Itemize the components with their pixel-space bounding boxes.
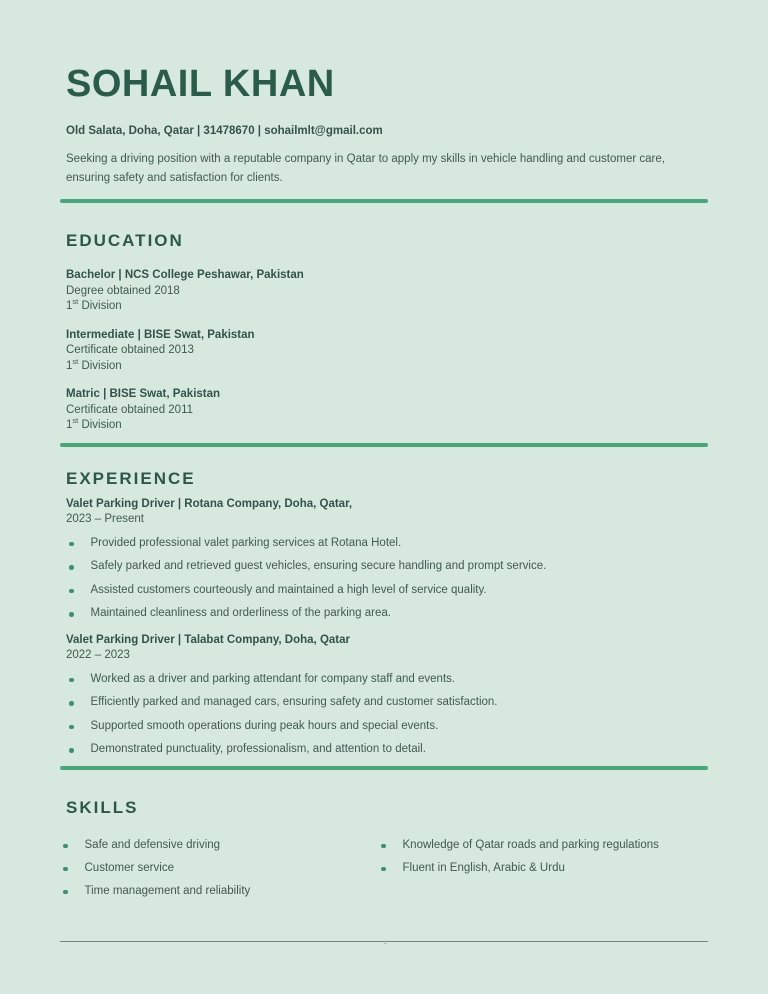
- education-entry-title: Matric | BISE Swat, Pakistan: [66, 388, 221, 400]
- list-item: [60, 838, 378, 854]
- section-divider: [60, 766, 708, 770]
- bullet-icon: [69, 565, 74, 570]
- education-entry-division: 1st Division: [66, 297, 122, 312]
- skill-text: Knowledge of Qatar roads and parking regulations: [402, 838, 659, 851]
- list-item: [60, 884, 378, 900]
- skills-heading: SKILLS: [66, 797, 139, 817]
- bullet-icon: [69, 589, 74, 594]
- list-item: [66, 742, 708, 758]
- job-bullet-list: [66, 672, 708, 758]
- job-entry: [66, 633, 708, 664]
- bullet-text: Supported smooth operations during peak hours and special events.: [90, 719, 439, 732]
- education-heading: EDUCATION: [66, 231, 184, 250]
- bullet-text: Maintained cleanliness and orderliness of the parking area.: [90, 607, 391, 619]
- skills-columns: [60, 838, 708, 907]
- education-entry: [66, 328, 708, 375]
- education-entry-detail: Degree obtained 2018: [66, 284, 180, 297]
- bullet-icon: [381, 844, 386, 849]
- bullet-icon: [69, 701, 74, 706]
- bullet-icon: [63, 844, 68, 849]
- list-item: [66, 672, 708, 688]
- job-title: Valet Parking Driver | Talabat Company, Doha, Qatar: [66, 633, 350, 646]
- list-item: [378, 861, 708, 877]
- skill-text: Safe and defensive driving: [84, 838, 221, 851]
- bullet-text: Safely parked and retrieved guest vehicles, ensuring secure handling and prompt service.: [90, 560, 547, 572]
- bullet-text: Assisted customers courteously and maintained a high level of service quality.: [90, 583, 487, 596]
- list-item: [66, 559, 708, 575]
- job-bullet-list: [66, 536, 708, 622]
- bullet-icon: [381, 867, 386, 872]
- job-title: Valet Parking Driver | Rotana Company, Doha, Qatar,: [66, 497, 353, 510]
- bullet-text: Provided professional valet parking services at Rotana Hotel.: [90, 536, 402, 549]
- bullet-icon: [69, 748, 74, 753]
- education-entry-division: 1st Division: [66, 356, 122, 372]
- bullet-icon: [63, 890, 68, 895]
- skill-text: Time management and reliability: [84, 884, 251, 897]
- bullet-icon: [69, 725, 74, 730]
- bullet-icon: [69, 612, 74, 617]
- person-name: SOHAIL KHAN: [66, 63, 335, 105]
- section-divider: [60, 199, 708, 203]
- summary-text: Seeking a driving position with a reputable company in Qatar to apply my skills in vehicle handling and customer care, ensuring safety and satisfaction for clients.: [66, 153, 665, 184]
- bullet-icon: [69, 542, 74, 547]
- list-item: [60, 861, 378, 877]
- education-entry-detail: Certificate obtained 2011: [66, 403, 194, 416]
- education-entry-division: 1st Division: [66, 416, 122, 431]
- skills-column-left: [60, 838, 378, 907]
- list-item: [66, 719, 708, 735]
- section-divider: [60, 443, 708, 447]
- contact-line: Old Salata, Doha, Qatar | 31478670 | sohailmlt@gmail.com: [66, 125, 383, 137]
- job-dates: 2022 – 2023: [66, 649, 130, 661]
- education-entry-title: Intermediate | BISE Swat, Pakistan: [66, 328, 255, 341]
- list-item: [66, 583, 708, 599]
- list-item: [378, 838, 708, 854]
- job-dates: 2023 – Present: [66, 513, 145, 525]
- skills-column-right: [378, 838, 708, 907]
- skill-text: Fluent in English, Arabic & Urdu: [402, 861, 565, 874]
- bullet-icon: [63, 867, 68, 872]
- footer-dot: .: [384, 936, 387, 946]
- job-entry: [66, 497, 708, 528]
- list-item: [66, 695, 708, 711]
- list-item: [66, 536, 708, 552]
- list-item: [66, 606, 708, 622]
- bullet-text: Demonstrated punctuality, professionalism, and attention to detail.: [90, 743, 426, 755]
- experience-heading: EXPERIENCE: [66, 468, 196, 488]
- bullet-text: Efficiently parked and managed cars, ensuring safety and customer satisfaction.: [90, 696, 498, 708]
- bullet-icon: [69, 678, 74, 683]
- education-entry: [66, 387, 708, 434]
- education-entry: [66, 268, 708, 315]
- footer-divider: [60, 936, 708, 946]
- education-entry-detail: Certificate obtained 2013: [66, 344, 194, 356]
- skill-text: Customer service: [84, 861, 174, 874]
- bullet-text: Worked as a driver and parking attendant for company staff and events.: [90, 672, 456, 685]
- education-entry-title: Bachelor | NCS College Peshawar, Pakistan: [66, 269, 304, 281]
